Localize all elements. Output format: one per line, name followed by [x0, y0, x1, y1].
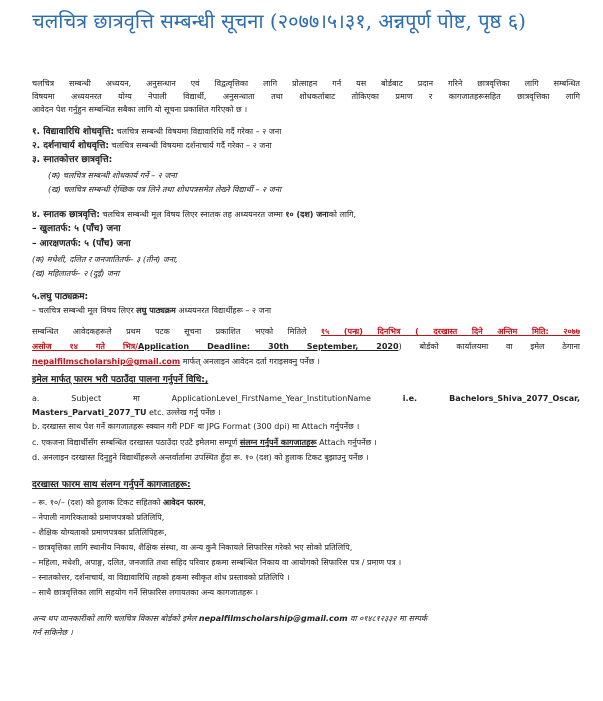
section-mphil-label: २. दर्शनाचार्य शोधवृत्ति: [32, 141, 109, 151]
deadline-line-3 [32, 356, 320, 367]
intro-line-2: विषयमा अध्ययनरत योग्य नेपाली विद्यार्थी, अनुसन्धाता तथा शोधकर्ताबाट तोकिएका प्रमाण र कागजातहरूसहित छात्रवृत्तिका लागि [32, 92, 580, 101]
footer-contact-post: वा ०१४८१२३३२ मा सम्पर्क [347, 614, 428, 623]
bachelors-reserved-b: (ख) महिलातर्फ– २ (दुई) जना [32, 269, 120, 278]
section-masters-a: (क) चलचित्र सम्बन्धी शोधकार्य गर्ने – २ जना [48, 171, 177, 180]
section-masters [32, 154, 112, 166]
email-step-c-post: Attach गर्नुपर्नेछ । [316, 438, 377, 447]
documents-item: – छात्रवृत्तिका लागि स्थानीय निकाय, शैक्षिक संस्था, वा अन्य कुनै निकायले सिफारिस गरेको भए सोको प्रतिलिपि, [32, 543, 353, 552]
deadline-english: Application Deadline: 30th September, 2020 [138, 342, 399, 351]
email-step-a-tail: etc. उल्लेख गर्नु पर्नेछ । [146, 408, 221, 417]
email-step-c-pre: c. एकजना विद्यार्थीसँग सम्बन्धित दरखास्त पठाउँदा एउटै इमेलमा सम्पूर्ण [32, 438, 240, 447]
section-mphil [32, 140, 272, 152]
email-step-b: b. दरखास्त साथ पेश गर्ने कागजातहरू स्क्यान गरी PDF वा JPG Format (300 dpi) मा Attach गर्नुपर्नेछ । [32, 422, 360, 431]
email-step-a [32, 393, 580, 404]
deadline-line-2 [32, 341, 580, 352]
email-procedure-heading: इमेल मार्फत् फारम भरी पठाउँदा पालना गर्नुपर्ने विधि:, [32, 375, 209, 385]
documents-item: – नेपाली नागरिकताको प्रमाणपत्रको प्रतिलिपि, [32, 513, 165, 522]
email-step-a-example: i.e. Bachelors_Shiva_2077_Oscar, [402, 394, 580, 403]
email-step-c [32, 437, 377, 448]
email-step-a-example-2: Masters_Parvati_2077_TU [32, 408, 147, 417]
section-bachelors-count: १० (दश) जना [285, 210, 329, 219]
deadline-email-link[interactable]: nepalfilmscholarship@gmail.com [32, 357, 181, 366]
intro-line-3: आवेदन पेश गर्नुहुन सम्बन्धित सबैका लागि यो सूचना प्रकाशित गरिएको छ । [32, 105, 248, 114]
footer-contact-pre: अन्य थप जानकारीको लागि चलचित्र विकास बोर्डको इमेल [32, 614, 199, 623]
intro-line-1: चलचित्र सम्बन्धी अध्ययन, अनुसन्धान एवं विद्वत्वृत्तिका लागि प्रोत्साहन गर्न यस बोर्डबाट प्रदान गरिने छात्रवृत्तिका लागि सम्बन्धित [32, 79, 580, 88]
section-short-course [32, 291, 88, 303]
email-step-a-text: a. Subject मा ApplicationLevel_FirstName_Year_InstitutionName [32, 394, 403, 403]
bachelors-reserved-a: (क) मधेशी, दलित र जनजातितर्फ– ३ (तीन) जना, [32, 255, 178, 264]
documents-item: – स्नातकोत्तर, दर्शनाचार्य, वा विद्यावारिधि तहको हकमा स्वीकृत शोध प्रस्तावको प्रतिलिपि । [32, 573, 290, 582]
footer-contact [32, 613, 427, 624]
documents-item [32, 497, 206, 508]
documents-item-post: , [203, 498, 206, 507]
email-step-c-bold: संलग्न गर्नुपर्ने कागजातहरू [239, 438, 317, 447]
section-bachelors-tail: को लागि, [328, 210, 357, 219]
short-course-item [32, 305, 271, 316]
section-bachelors-label: ४. स्नातक छात्रवृत्ति: [32, 210, 100, 220]
section-bachelors-text: चलचित्र सम्बन्धी मूल विषय लिएर स्नातक तह अध्ययनरत जम्मा [99, 210, 286, 219]
documents-item: – साथै छात्रवृत्तिका लागि सहयोग गर्ने सिफारिस लगायतका अन्य कागजातहरू । [32, 588, 259, 597]
email-step-d: d. अनलाइन दरखास्त दिनुहुने विद्यार्थीहरूले अन्तर्वार्तामा उपस्थित हुँदा रू. १० (दश) को हुलाक टिकट बुझाउनु पर्नेछ । [32, 453, 369, 462]
email-step-a-cont [32, 407, 221, 418]
documents-heading: दरखास्त फारम साथ संलग्न गर्नुपर्ने कागजातहरू: [32, 480, 191, 490]
section-bachelors [32, 209, 356, 221]
short-course-item-bold: लघु पाठ्यक्रम [136, 306, 176, 315]
section-masters-label: ३. स्नातकोत्तर छात्रवृत्ति: [32, 155, 113, 165]
footer-email-link[interactable]: nepalfilmscholarship@gmail.com [198, 614, 348, 623]
documents-item-pre: – रू. १०/– (दश) को हुलाक टिकट सहितको [32, 498, 163, 507]
section-phd-label: १. विद्यावारिधि शोधवृत्ति: [32, 127, 115, 137]
section-phd [32, 126, 281, 138]
bachelors-reserved: – आरक्षणतर्फ: ५ (पाँच) जना [32, 239, 131, 249]
documents-item: – शैक्षिक योग्यताको प्रमाणपत्रका प्रतिलिपिहरू, [32, 528, 167, 537]
documents-item: – महिला, मधेशी, अपाङ्ग, दलित, जनजाति तथा सहिद परिवार हकमा सम्बन्धित निकाय वा आयोगको सिफारिस पत्र / प्रमाण पत्र । [32, 558, 402, 567]
short-course-item-post: अध्ययनरत विद्यार्थीहरू – २ जना [175, 306, 272, 315]
bachelors-open: – खुलातर्फ: ५ (पाँच) जना [32, 224, 121, 234]
deadline-date-start: १५ (पन्ध्र) दिनभित्र ( दरखास्त दिने अन्तिम मिति: २०७७ [320, 327, 580, 336]
section-mphil-text: चलचित्र सम्बन्धी विषयमा दर्शनाचार्य गर्दै गरेका – २ जना [109, 141, 272, 150]
documents-item-bold: आवेदन फारम [162, 498, 204, 507]
section-phd-text: चलचित्र सम्बन्धी विषयमा विद्यावारिधि गर्दै गरेका – २ जना [114, 127, 282, 136]
deadline-line-3-post: मार्फत् अनलाइन आवेदन दर्ता गराइसक्नु पर्नेछ । [180, 357, 320, 366]
section-masters-b: (ख) चलचित्र सम्बन्धी ऐच्छिक पत्र लिने तथा शोधपत्रसमेत लेख्ने विद्यार्थी – २ जना [48, 185, 282, 194]
deadline-line-2-post: ) बोर्डको कार्यालयमा वा इमेल ठेगाना [398, 342, 580, 351]
section-short-course-label: ५.लघु पाठ्यक्रम: [32, 292, 89, 302]
deadline-line-1-pre: सम्बन्धित आवेदकहरूले प्रथम पटक सूचना प्रकाशित भएको मितिले [32, 327, 321, 336]
notice-title: चलचित्र छात्रवृत्ति सम्बन्धी सूचना (२०७७।५।३१, अन्नपूर्ण पोष्ट, पृष्ठ ६) [32, 9, 526, 33]
short-course-item-pre: – चलचित्र सम्बन्धी मूल विषय लिएर [32, 306, 137, 315]
deadline-date-end: असोज १४ गते भित्र/ [32, 342, 139, 351]
footer-contact-line-2: गर्न सकिनेछ । [32, 628, 73, 637]
deadline-line-1 [32, 326, 580, 337]
